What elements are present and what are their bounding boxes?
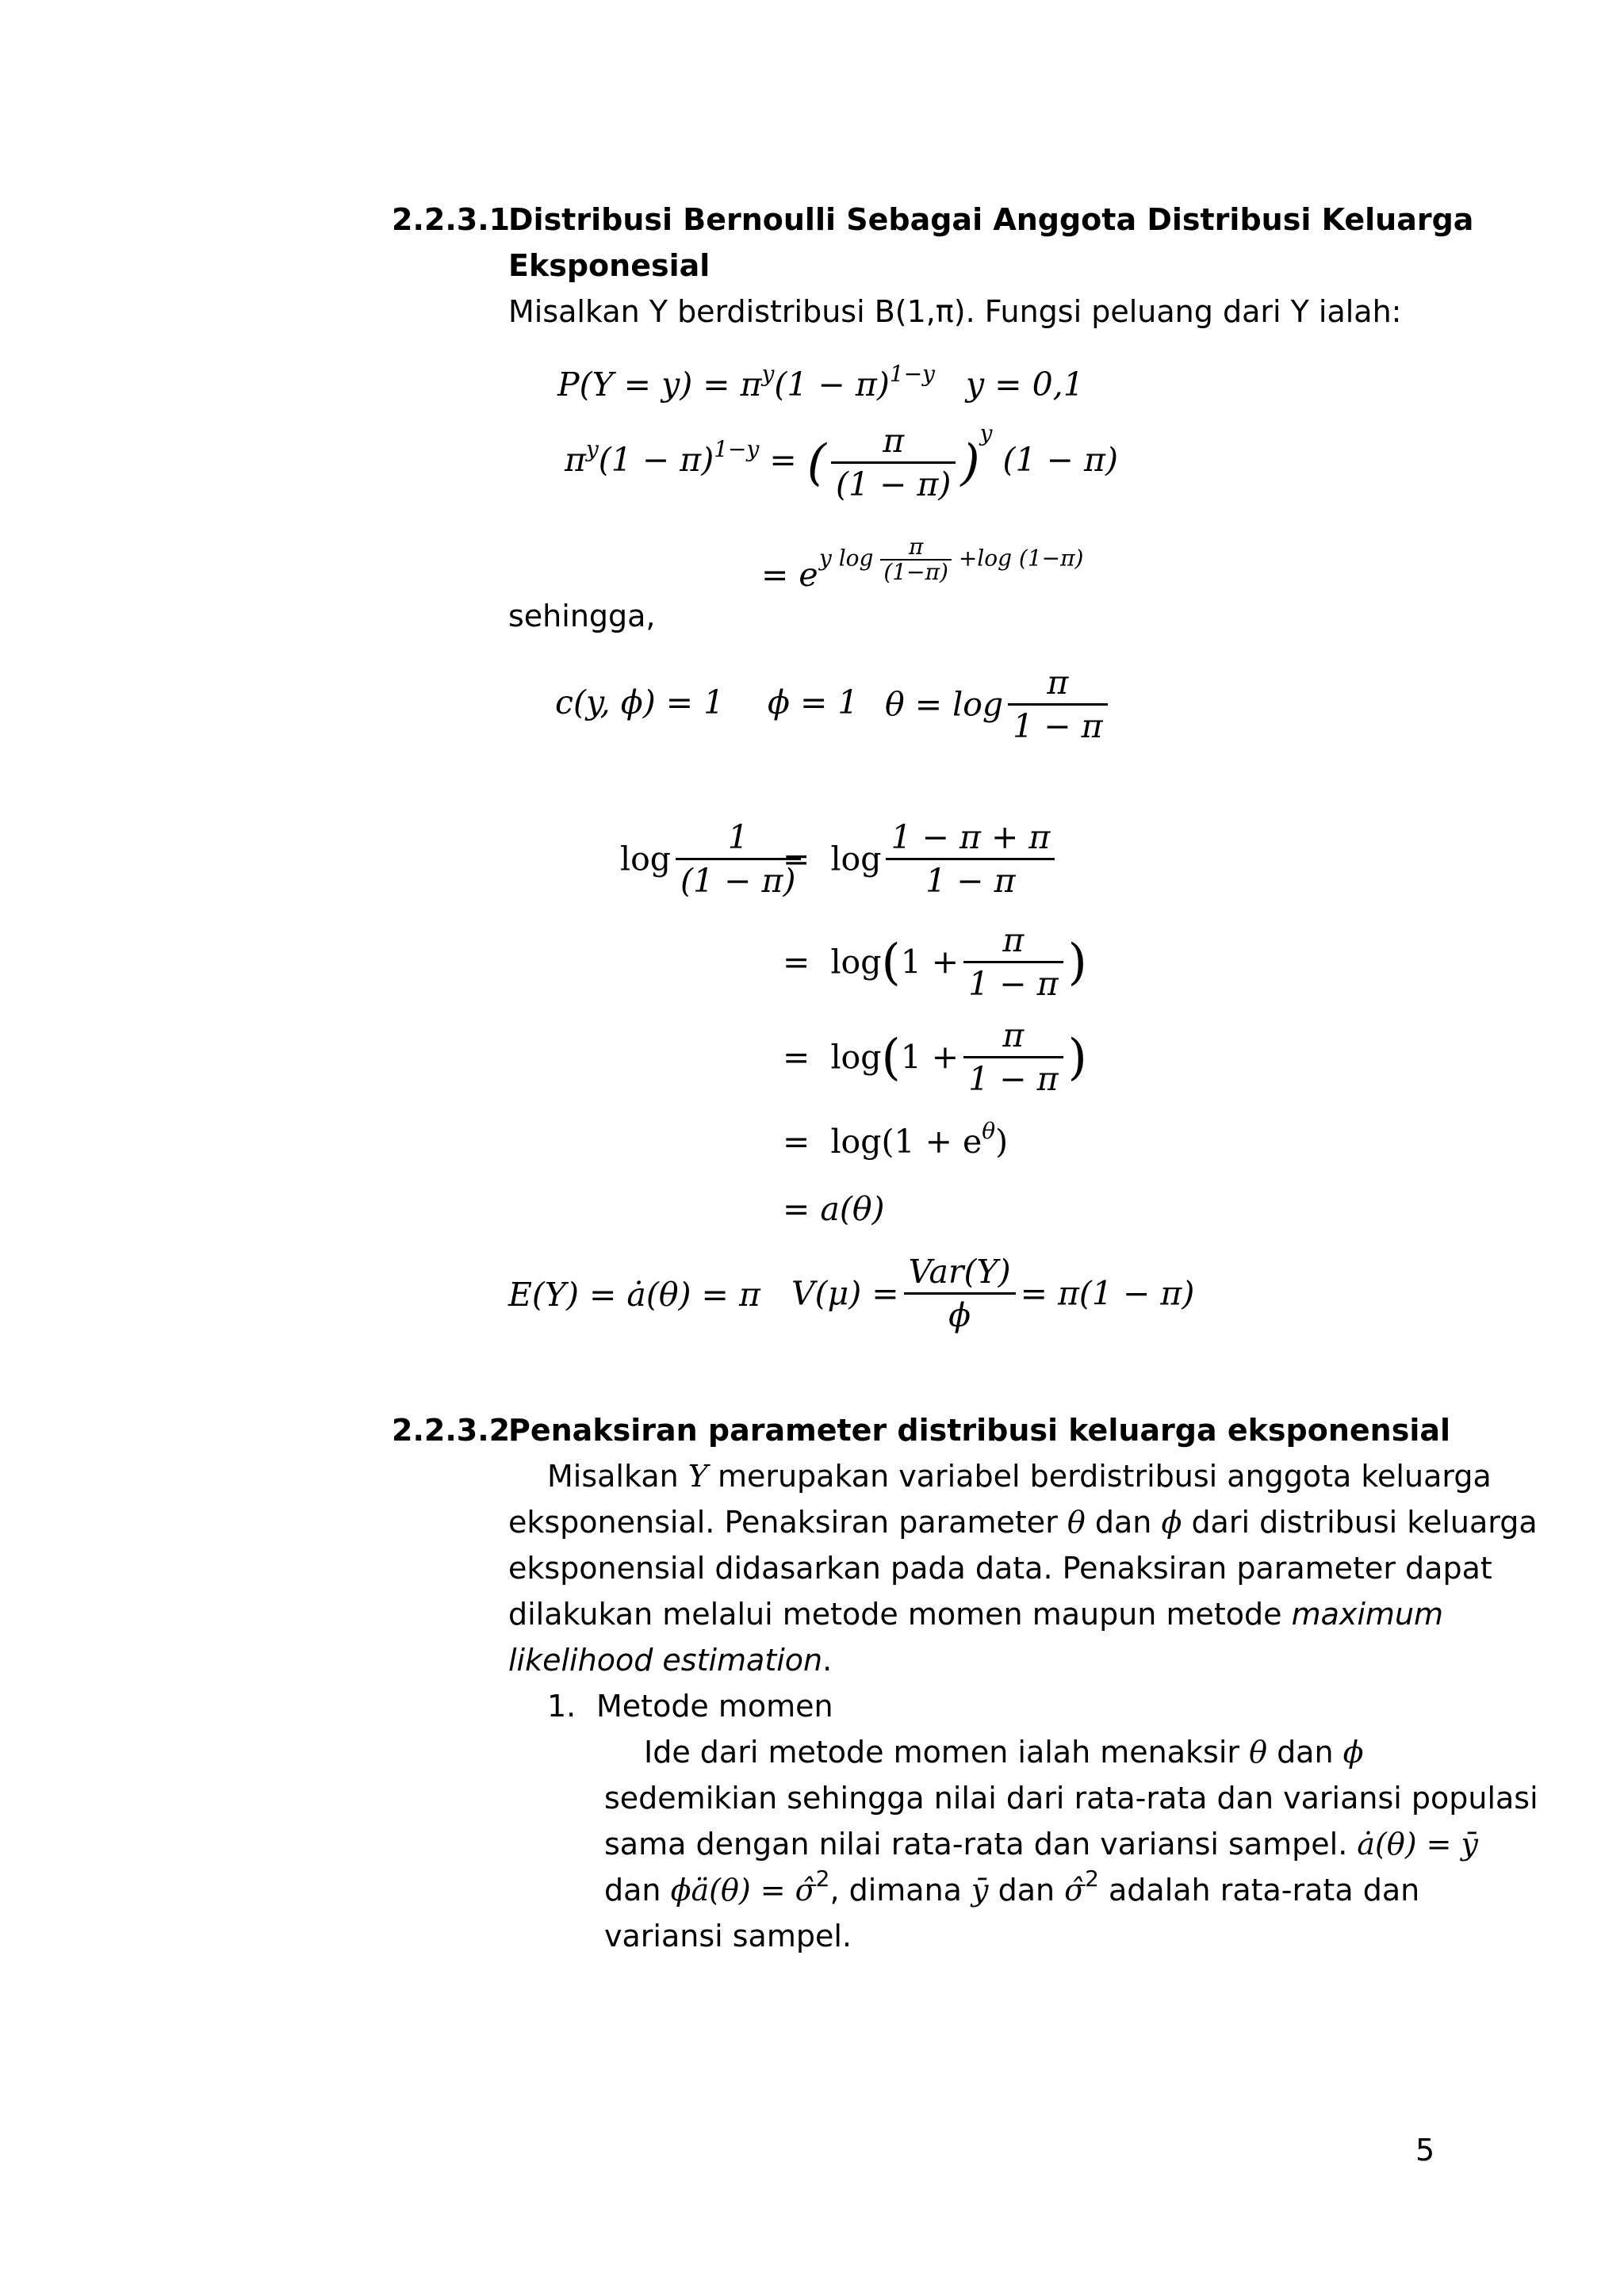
- section-title-2: Penaksiran parameter distribusi keluarga eksponensial: [508, 1413, 1451, 1448]
- paragraph-line: dilakukan melalui metode momen maupun metode maximum: [508, 1597, 1444, 1632]
- theta-definition: θ = log $\frac{\pi}{1 - \pi}$: [885, 662, 1113, 747]
- phi-value: ϕ = 1: [768, 683, 859, 721]
- list-paragraph-line: dan ϕä(θ) = σ̂$^2$, dimana ȳ dan σ̂$^2$ adalah rata-rata dan: [604, 1866, 1420, 1908]
- list-paragraph-line: sedemikian sehingga nilai dari rata-rata dan variansi populasi: [604, 1781, 1538, 1816]
- pmf-equation: $P(Y = y) = \pi^y(1 - \pi)^{1-y}$: [557, 361, 935, 404]
- list-paragraph-line: sama dengan nilai rata-rata dan variansi sampel. ȧ(θ) = ȳ: [604, 1827, 1479, 1862]
- list-item-number: 1.: [547, 1689, 576, 1724]
- log-step4: = $\log(1 + e^\theta)$: [783, 1118, 1009, 1161]
- section-number: 2.2.3.1: [392, 202, 511, 237]
- list-paragraph-line: variansi sampel.: [604, 1919, 852, 1954]
- section-number-2: 2.2.3.2: [392, 1413, 511, 1448]
- log-step2: = log(1 + $\frac{\pi}{1 - \pi}$ ): [783, 921, 1087, 1003]
- paragraph-line: eksponensial didasarkan pada data. Penaksiran parameter dapat: [508, 1551, 1492, 1586]
- a-theta: = a(θ): [783, 1190, 885, 1228]
- log-step3: = log(1 + $\frac{\pi}{1 - \pi}$ ): [783, 1016, 1087, 1098]
- log-step1: = log $\frac{1 - \pi + \pi}{1 - \pi}$: [783, 817, 1059, 901]
- expectation: E(Y) = ȧ(θ) = π: [508, 1276, 760, 1314]
- page-number: 5: [1415, 2133, 1435, 2168]
- paragraph-line: likelihood estimation.: [508, 1643, 833, 1678]
- pmf-condition: y = 0,1: [966, 365, 1084, 404]
- section-title-line2: Eksponesial: [508, 248, 710, 283]
- paragraph-line: Misalkan Y merupakan variabel berdistribusi anggota keluarga: [547, 1459, 1492, 1494]
- exponential-exponent: y log $\frac{\pi}{(1-\pi)}$ +log (1−π): [819, 534, 1084, 585]
- list-paragraph-line: Ide dari metode momen ialah menaksir θ dan ϕ: [644, 1735, 1364, 1770]
- exponential-form: = e: [761, 556, 818, 594]
- c-function: c(y, ϕ) = 1: [555, 683, 725, 721]
- variance-function: V(μ) = $\frac{\text{Var(Y)}}{\phi}$ = π(1 − π): [791, 1253, 1195, 1334]
- section-title: Distribusi Bernoulli Sebagai Anggota Distribusi Keluarga: [508, 202, 1474, 237]
- rewrite-equation: $\pi^y(1 - \pi)^{1-y}$ = ( $\frac{\pi}{(1 - \pi)}$ )$^y$ (1 − π): [565, 420, 1118, 503]
- log-lhs: log $\frac{1}{(1 - \pi)}$: [620, 817, 806, 901]
- list-item-title: Metode momen: [596, 1689, 833, 1724]
- intro-paragraph: Misalkan Y berdistribusi B(1,π). Fungsi peluang dari Y ialah:: [508, 294, 1402, 329]
- paragraph-line: eksponensial. Penaksiran parameter θ dan ϕ dari distribusi keluarga: [508, 1505, 1538, 1540]
- sehingga-text: sehingga,: [508, 599, 656, 633]
